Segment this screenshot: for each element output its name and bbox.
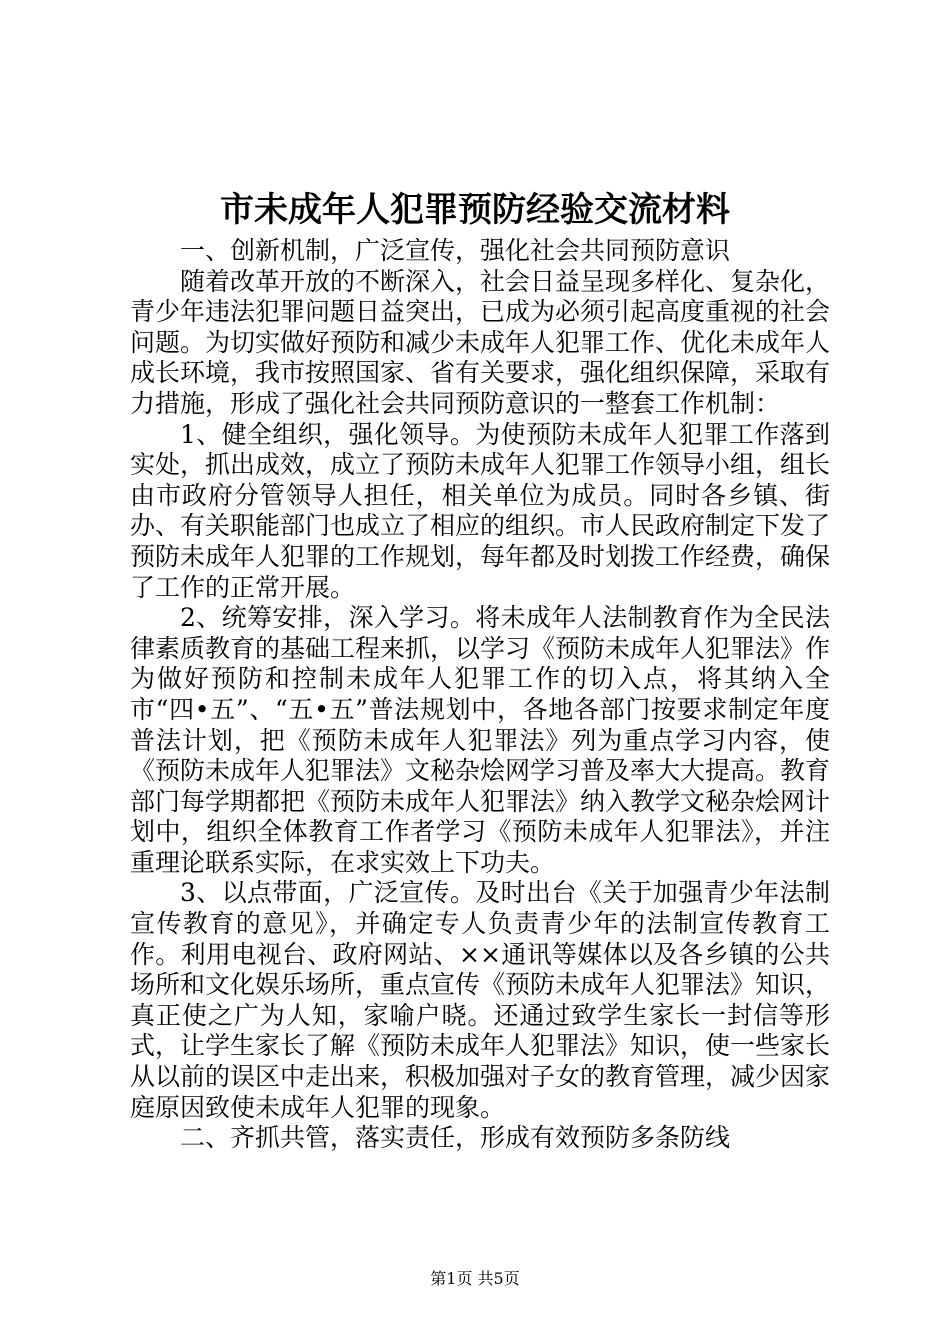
section-heading-2: 二、齐抓共管，落实责任，形成有效预防多条防线 [180, 1123, 731, 1153]
page-footer: 第1页 共5页 [430, 1269, 520, 1288]
paragraph-item-3: 3、以点带面，广泛宣传。及时出台《关于加强青少年法制宣传教育的意见》，并确定专人负责青少年的法制宣传教育工作。利用电视台、政府网站、××通讯等媒体以及各乡镇的公共场所和文化娱乐场所，重点宣传《预防未成年人犯罪法》知识，真正使之广为人知，家喻户晓。还通过致学生家长一封信等形式，让学生家长了解《预防未成年人犯罪法》知识，使一些家长从以前的误区中走出来，积极加强对子女的教育管理，减少因家庭原因致使未成年人犯罪的现象。 [130, 878, 831, 1122]
paragraph-item-1: 1、健全组织，强化领导。为使预防未成年人犯罪工作落到实处，抓出成效，成立了预防未成年人犯罪工作领导小组，组长由市政府分管领导人担任，相关单位为成员。同时各乡镇、街办、有关职能部门也成立了相应的组织。市人民政府制定下发了预防未成年人犯罪的工作规划，每年都及时划拨工作经费，确保了工作的正常开展。 [130, 419, 831, 602]
document-title: 市未成年人犯罪预防经验交流材料 [220, 190, 730, 230]
paragraph-item-2: 2、统筹安排，深入学习。将未成年人法制教育作为全民法律素质教育的基础工程来抓，以学习《预防未成年人犯罪法》作为做好预防和控制未成年人犯罪工作的切入点，将其纳入全市“四•五”、“五•五”普法规划中，各地各部门按要求制定年度普法计划，把《预防未成年人犯罪法》列为重点学习内容，使《预防未成年人犯罪法》文秘杂烩网学习普及率大大提高。教育部门每学期都把《预防未成年人犯罪法》纳入教学文秘杂烩网计划中，组织全体教育工作者学习《预防未成年人犯罪法》，并注重理论联系实际，在求实效上下功夫。 [130, 603, 831, 877]
section-heading-1: 一、创新机制，广泛宣传，强化社会共同预防意识 [180, 236, 731, 265]
document-body [130, 236, 830, 1154]
intro-paragraph: 随着改革开放的不断深入，社会日益呈现多样化、复杂化，青少年违法犯罪问题日益突出，已成为必须引起高度重视的社会问题。为切实做好预防和减少未成年人犯罪工作、优化未成年人成长环境，我市按照国家、省有关要求，强化组织保障，采取有力措施，形成了强化社会共同预防意识的一整套工作机制： [130, 266, 831, 418]
